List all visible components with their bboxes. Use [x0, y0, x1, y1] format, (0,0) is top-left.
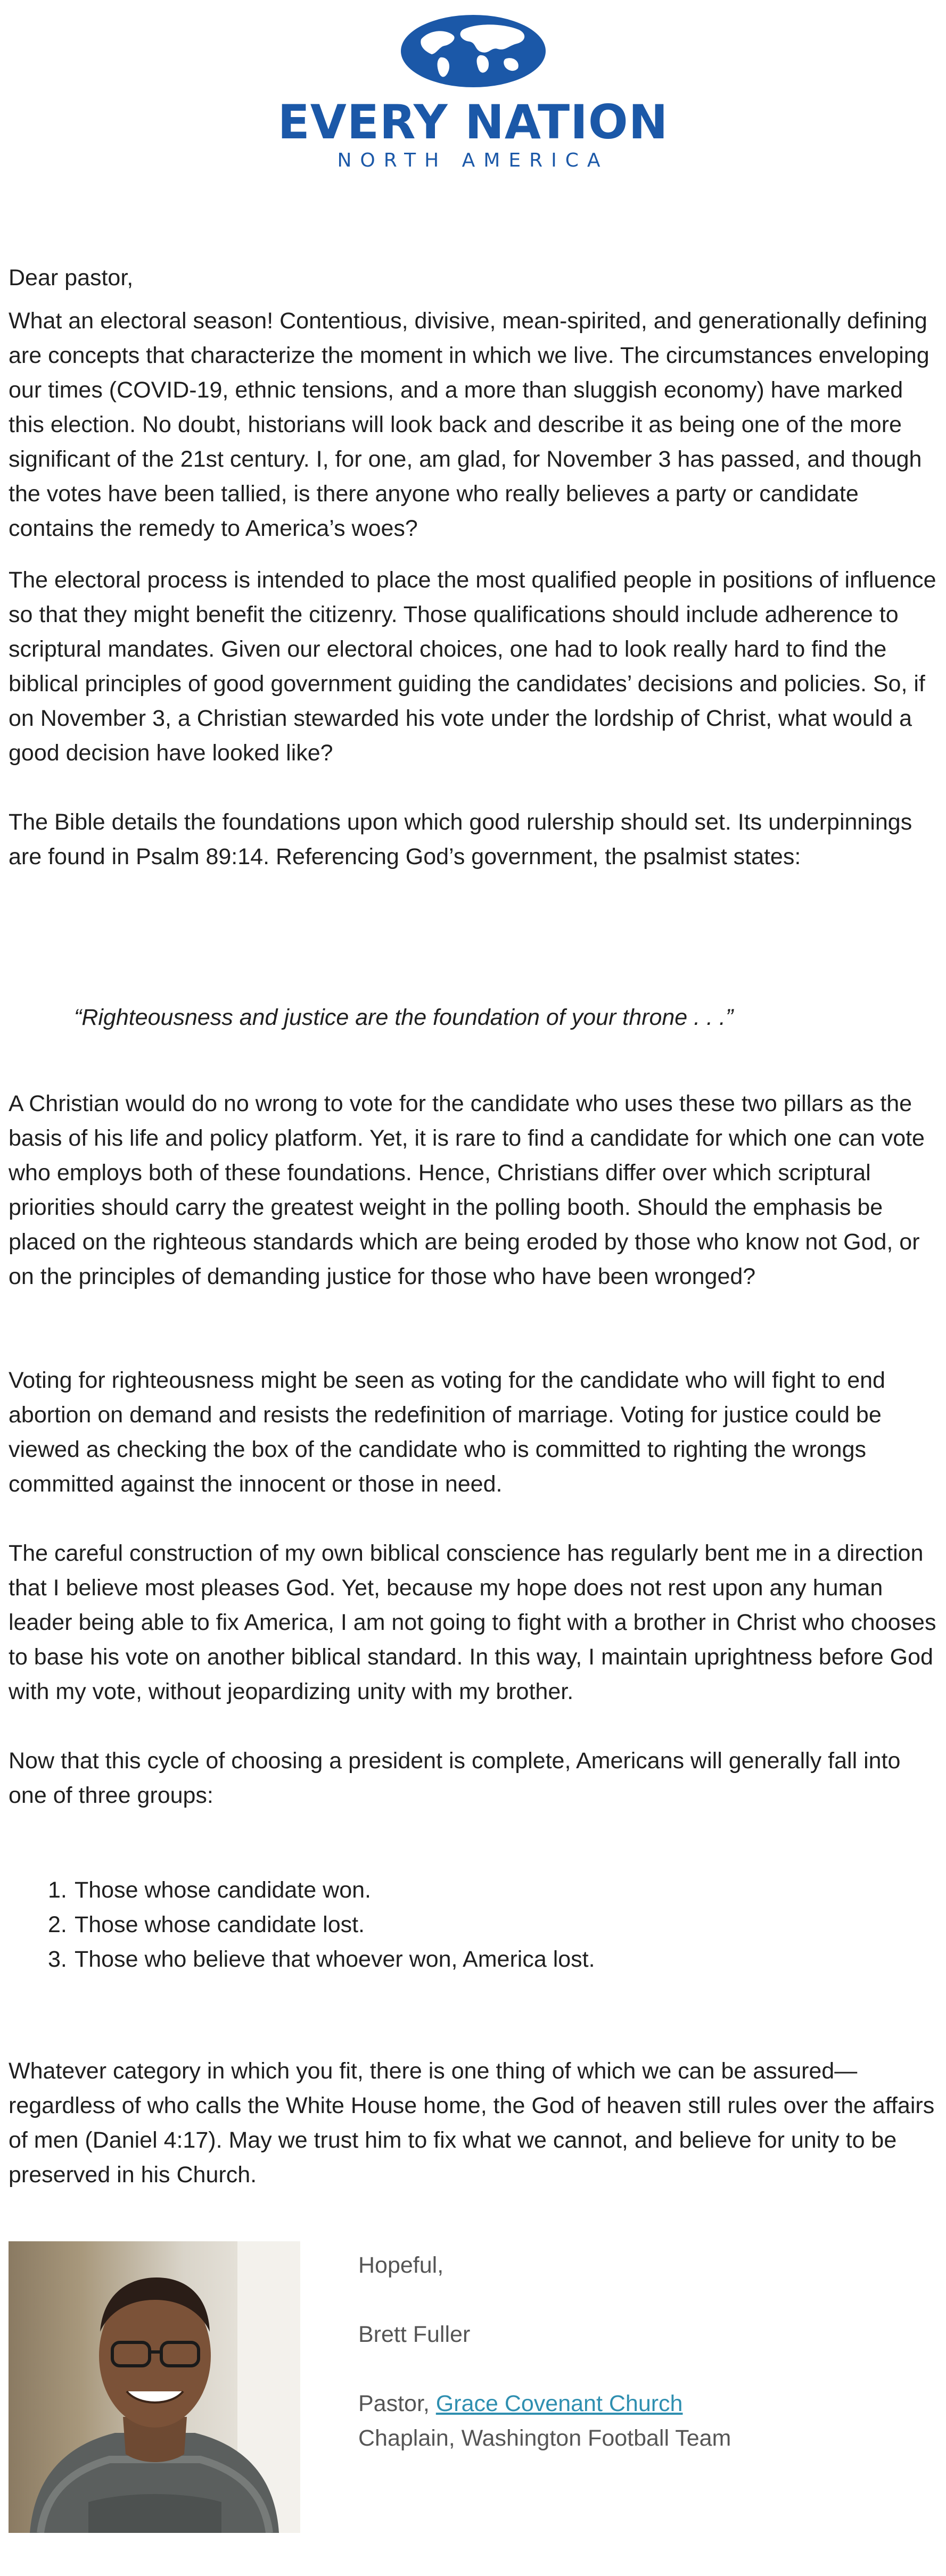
closing: Hopeful,	[358, 2252, 444, 2278]
list-text: Those who believe that whoever won, America lost.	[75, 1947, 595, 1972]
paragraph-7: Now that this cycle of choosing a president is complete, Americans will generally fall into one of three groups:	[9, 1748, 901, 1808]
list-text: Those whose candidate won.	[75, 1877, 371, 1903]
church-link[interactable]: Grace Covenant Church	[435, 2391, 683, 2416]
author-chaplain: Chaplain, Washington Football Team	[358, 2425, 731, 2451]
groups-list	[37, 1873, 932, 1977]
paragraph-5: Voting for righteousness might be seen as voting for the candidate who will fight to end abortion on demand and resists the redefinition of marriage. Voting for justice could be viewed as checking the box of the candidate who is committed to righting the wrongs committed against the innocent or those in need.	[9, 1368, 885, 1497]
list-number: 3.	[48, 1947, 67, 1972]
list-item	[37, 1873, 932, 1908]
title-prefix: Pastor,	[358, 2391, 436, 2416]
paragraph-4: A Christian would do no wrong to vote for the candidate who uses these two pillars as the basis of his life and policy platform. Yet, it is rare to find a candidate for which one can vote who employs both of these foundations. Hence, Christians differ over which scriptural priorities should carry the greatest weight in the polling booth. Should the emphasis be placed on the righteous standards which are being eroded by those who know not God, or on the principles of demanding justice for those who have been wronged?	[9, 1091, 925, 1289]
portrait-illustration	[9, 2241, 300, 2533]
letter-body	[9, 261, 937, 874]
logo-title: EVERY NATION	[277, 95, 669, 150]
paragraph-2: The electoral process is intended to place the most qualified people in positions of influence so that they might benefit the citizenry. Those qualifications should include adherence to scriptural mandates. Given our electoral choices, one had to look really hard to find the biblical principles of good government guiding the candidates’ decisions and policies. So, if on November 3, a Christian stewarded his vote under the lordship of Christ, what would a good decision have looked like?	[9, 567, 936, 766]
author-name: Brett Fuller	[358, 2322, 471, 2347]
author-title	[358, 2387, 682, 2421]
list-item	[37, 1942, 932, 1977]
author-photo	[9, 2241, 300, 2533]
paragraph-1: What an electoral season! Contentious, divisive, mean-spirited, and generationally defining are concepts that characterize the moment in which we live. The circumstances enveloping our times (COVID-19, ethnic tensions, and a more than sluggish economy) have marked this election. No doubt, historians will look back and describe it as being one of the more significant of the 21st century. I, for one, am glad, for November 3 has passed, and though the votes have been tallied, is there anyone who really believes a party or candidate contains the remedy to America’s woes?	[9, 308, 929, 541]
list-text: Those whose candidate lost.	[75, 1912, 365, 1937]
paragraph-6: The careful construction of my own biblical conscience has regularly bent me in a direction that I believe most pleases God. Yet, because my hope does not rest upon any human leader being able to fix America, I am not going to fight with a brother in Christ who chooses to base his vote on another biblical standard. In this way, I maintain uprightness before God with my vote, without jeopardizing unity with my brother.	[9, 1540, 936, 1704]
paragraph-8: Whatever category in which you fit, there is one thing of which we can be assured—regardless of who calls the White House home, the God of heaven still rules over the affairs of men (Daniel 4:17). May we trust him to fix what we cannot, and believe for unity to be preserved in his Church.	[9, 2058, 935, 2188]
header-logo	[0, 0, 946, 181]
list-number: 1.	[48, 1877, 67, 1903]
list-number: 2.	[48, 1912, 67, 1937]
scripture-quote: “Righteousness and justice are the foundation of your throne . . .”	[74, 1005, 734, 1030]
logo-subtitle: NORTH AMERICA	[337, 150, 609, 171]
list-item	[37, 1908, 932, 1942]
paragraph-3: The Bible details the foundations upon which good rulership should set. Its underpinnings are found in Psalm 89:14. Referencing God’s government, the psalmist states:	[9, 809, 912, 869]
globe-icon	[400, 14, 547, 88]
greeting: Dear pastor,	[9, 265, 134, 291]
